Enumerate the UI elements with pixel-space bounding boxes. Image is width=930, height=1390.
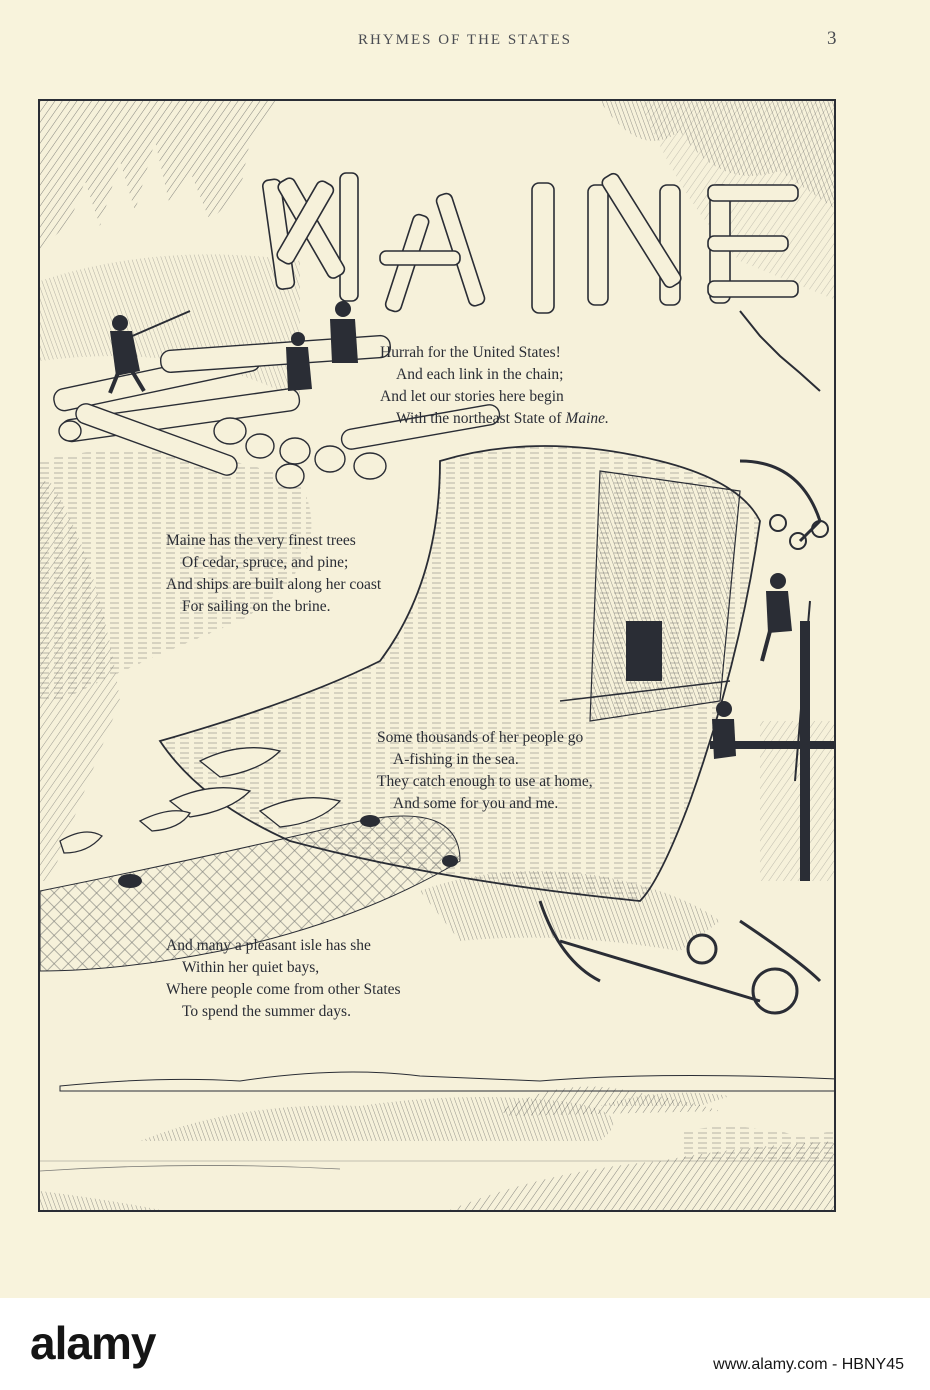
seaweed-rocks	[420, 871, 720, 951]
island-landscape	[40, 1072, 836, 1212]
stanza-line: Hurrah for the United States!	[380, 344, 561, 361]
stanza-line: For sailing on the brine.	[182, 598, 331, 615]
stanza-line: Maine has the very finest trees	[166, 532, 356, 549]
stanza-line: And many a pleasant isle has she	[166, 937, 371, 954]
stanza-line: And let our stories here begin	[380, 388, 564, 405]
engraving-artwork	[40, 101, 836, 1212]
stanza-line: Some thousands of her people go	[377, 729, 584, 746]
scaffold	[760, 721, 836, 881]
page-number: 3	[827, 28, 837, 49]
stanza-2	[166, 530, 381, 618]
stanza-line: A-fishing in the sea.	[393, 751, 519, 768]
watermark-image-id: www.alamy.com - HBNY45	[713, 1356, 904, 1373]
stanza-line: With the northeast State of Maine.	[396, 410, 609, 427]
stanza-3	[377, 727, 593, 815]
stanza-line: And each link in the chain;	[396, 366, 564, 383]
stanza-line: And some for you and me.	[393, 795, 559, 812]
stanza-line: Of cedar, spruce, and pine;	[182, 554, 349, 571]
stanza-line: Within her quiet bays,	[182, 959, 320, 976]
emphasis-maine: Maine.	[565, 410, 609, 427]
stanza-line: And ships are built along her coast	[166, 576, 382, 593]
stanza-1	[380, 342, 609, 430]
stanza-4	[166, 935, 401, 1023]
maine-illustration	[38, 99, 836, 1212]
watermark-logo: alamy	[30, 1317, 156, 1369]
stanza-line: They catch enough to use at home,	[377, 773, 593, 790]
stanza-line: Where people come from other States	[166, 981, 401, 998]
running-title: RHYMES OF THE STATES	[358, 32, 572, 48]
watermark-bar	[0, 1298, 930, 1390]
stanza-line: To spend the summer days.	[182, 1003, 351, 1020]
maine-log-lettering	[262, 171, 798, 313]
